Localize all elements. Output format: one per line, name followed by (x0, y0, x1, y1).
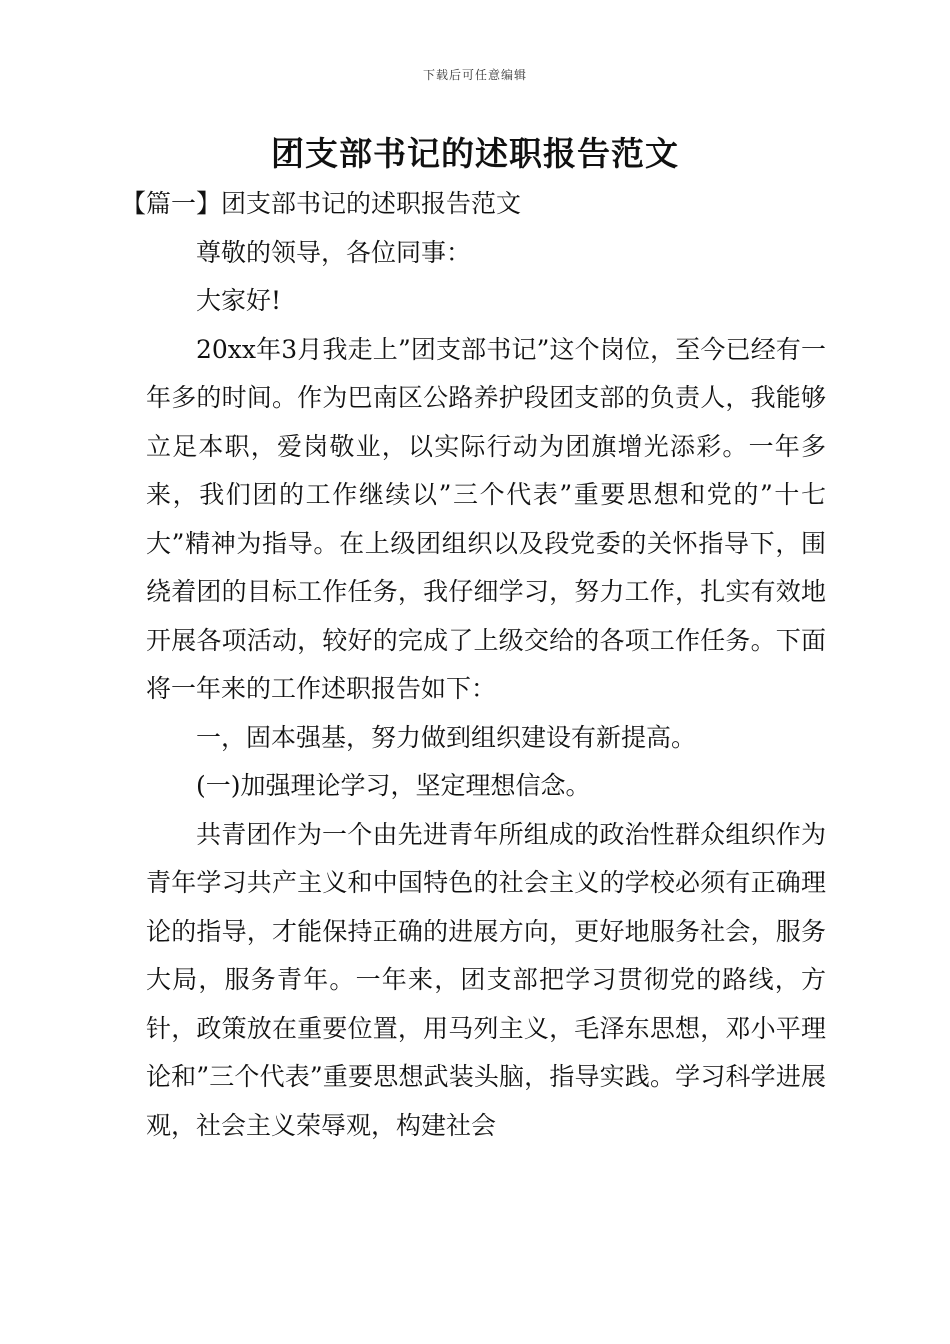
document-title: 团支部书记的述职报告范文 (271, 134, 679, 173)
greeting: 大家好! (196, 286, 282, 315)
section-heading-1: 一，固本强基，努力做到组织建设有新提高。 (196, 722, 697, 752)
salutation: 尊敬的领导，各位同事： (196, 237, 472, 267)
document-body (121, 180, 826, 1150)
body-paragraph-theory: 共青团作为一个由先进青年所组成的政治性群众组织作为青年学习共产主义和中国特色的社会主义的学校必须有正确理论的指导，才能保持正确的进展方向，更好地服务社会，服务大局，服务青年。一年来，团支部把学习贯彻党的路线，方针，政策放在重要位置，用马列主义，毛泽东思想，邓小平理论和”三个代表”重要思想武装头脑，指导实践。学习科学进展观，社会主义荣辱观，构建社会 (146, 819, 826, 1140)
subsection-heading-1: (一)加强理论学习，坚定理想信念。 (196, 771, 591, 800)
header-note: 下载后可任意编辑 (422, 68, 527, 82)
section-subtitle: 【篇一】团支部书记的述职报告范文 (121, 189, 522, 218)
body-paragraph-intro: 20xx年3月我走上”团支部书记”这个岗位，至今已经有一年多的时间。作为巴南区公路养护段团支部的负责人，我能够立足本职，爱岗敬业，以实际行动为团旗增光添彩。一年多来，我们团的工作继续以”三个代表”重要思想和党的”十七大”精神为指导。在上级团组织以及段党委的关怀指导下，围绕着团的目标工作任务，我仔细学习，努力工作，扎实有效地开展各项活动，较好的完成了上级交给的各项工作任务。下面将一年来的工作述职报告如下： (146, 334, 826, 703)
